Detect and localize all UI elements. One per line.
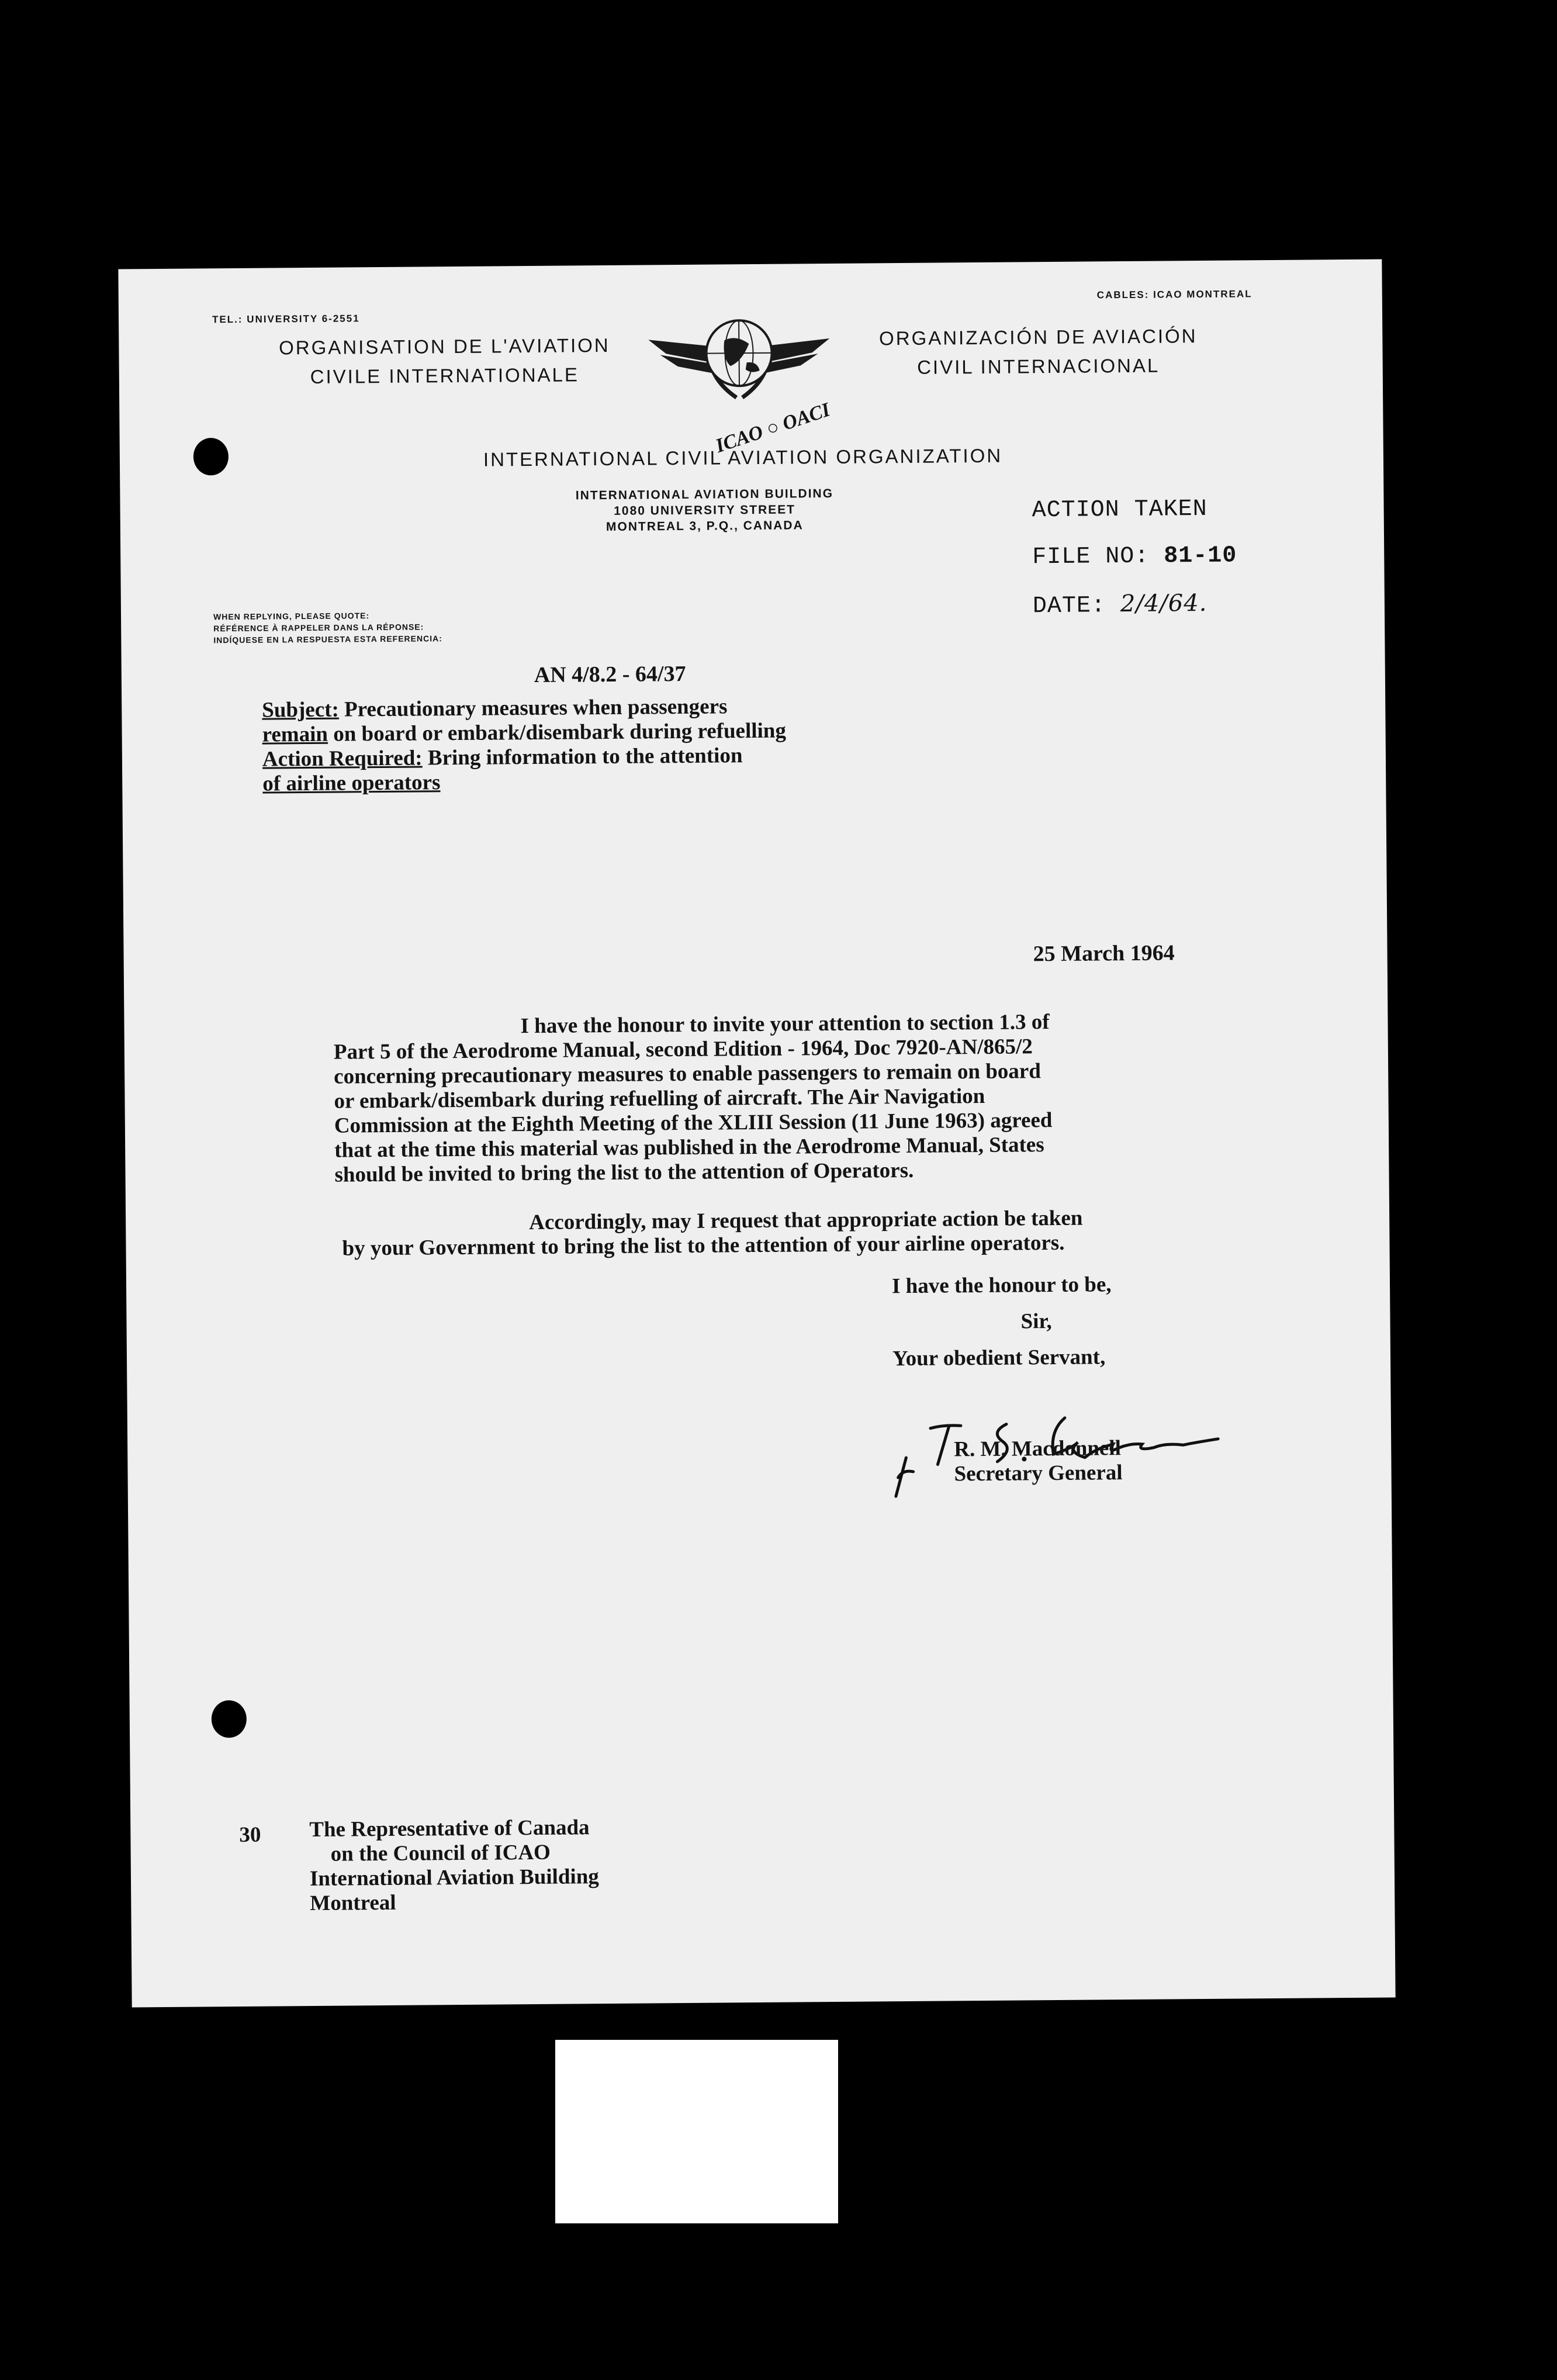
action-taken-stamp: ACTION TAKEN FILE NO: 81-10 DATE: 2/4/64. xyxy=(1032,496,1237,620)
emblem-text: ICAO ○ OACI xyxy=(712,399,833,458)
body-paragraph-1: I have the honour to invite your attention to section 1.3 of Part 5 of the Aerodrome Manual, second Edition - 1964, Doc 7920-AN/865/2 concerning precautionary measures to enable passengers to remain on board or embark/disembark during refuelling of aircraft. The Air Navigation Commission at the Eighth Meeting of the XLIII Session (11 June 1963) agreed that at the time this material was published in the Aerodrome Manual, States should be invited to bring the list to the attention of Operators. xyxy=(333,1010,1053,1187)
addressee-number: 30 xyxy=(239,1822,261,1847)
letter-date: 25 March 1964 xyxy=(1033,940,1175,967)
punch-hole xyxy=(212,1700,247,1738)
body-paragraph-2: Accordingly, may I request that appropriate action be taken by your Government to bring the list to the attention of your airline operators. xyxy=(342,1206,1083,1261)
telephone-line: TEL.: UNIVERSITY 6-2551 xyxy=(212,313,360,326)
white-card xyxy=(555,2040,838,2223)
stamp-date: 2/4/64. xyxy=(1120,589,1207,618)
subject-block: Subject: Precautionary measures when passengers remain on board or embark/disembark during refuelling Action Required: Bring information to the attention of airline operators xyxy=(262,694,787,796)
subject-label: Subject: xyxy=(262,697,339,722)
punch-hole xyxy=(193,438,229,475)
closing-block: I have the honour to be, Sir, Your obedient Servant, xyxy=(891,1272,1112,1371)
addressee-block: The Representative of Canada on the Council of ICAO International Aviation Building Montreal xyxy=(309,1815,599,1916)
file-number: 81-10 xyxy=(1164,542,1237,570)
org-name-english: INTERNATIONAL CIVIL AVIATION ORGANIZATION xyxy=(483,444,1003,471)
signatory-title: Secretary General xyxy=(954,1461,1123,1486)
signatory-name: R. M. Macdonnell xyxy=(954,1436,1122,1462)
org-name-french: ORGANISATION DE L'AVIATION CIVILE INTERNATIONALE xyxy=(278,334,610,388)
action-required-label: Action Required: xyxy=(262,746,423,772)
letter-page xyxy=(118,260,1395,2008)
cables-line: CABLES: ICAO MONTREAL xyxy=(1096,288,1252,301)
org-address: INTERNATIONAL AVIATION BUILDING 1080 UNIVERSITY STREET MONTREAL 3, P.Q., CANADA xyxy=(575,486,834,534)
reference-number: AN 4/8.2 - 64/37 xyxy=(534,661,686,687)
org-name-spanish: ORGANIZACIÓN DE AVIACIÓN CIVIL INTERNACIONAL xyxy=(878,325,1198,378)
signatory-block xyxy=(954,1436,1123,1486)
reply-reference-note: WHEN REPLYING, PLEASE QUOTE: RÉFÉRENCE À RAPPELER DANS LA RÉPONSE: INDÍQUESE EN LA RESPUESTA ESTA REFERENCIA: xyxy=(213,611,442,645)
